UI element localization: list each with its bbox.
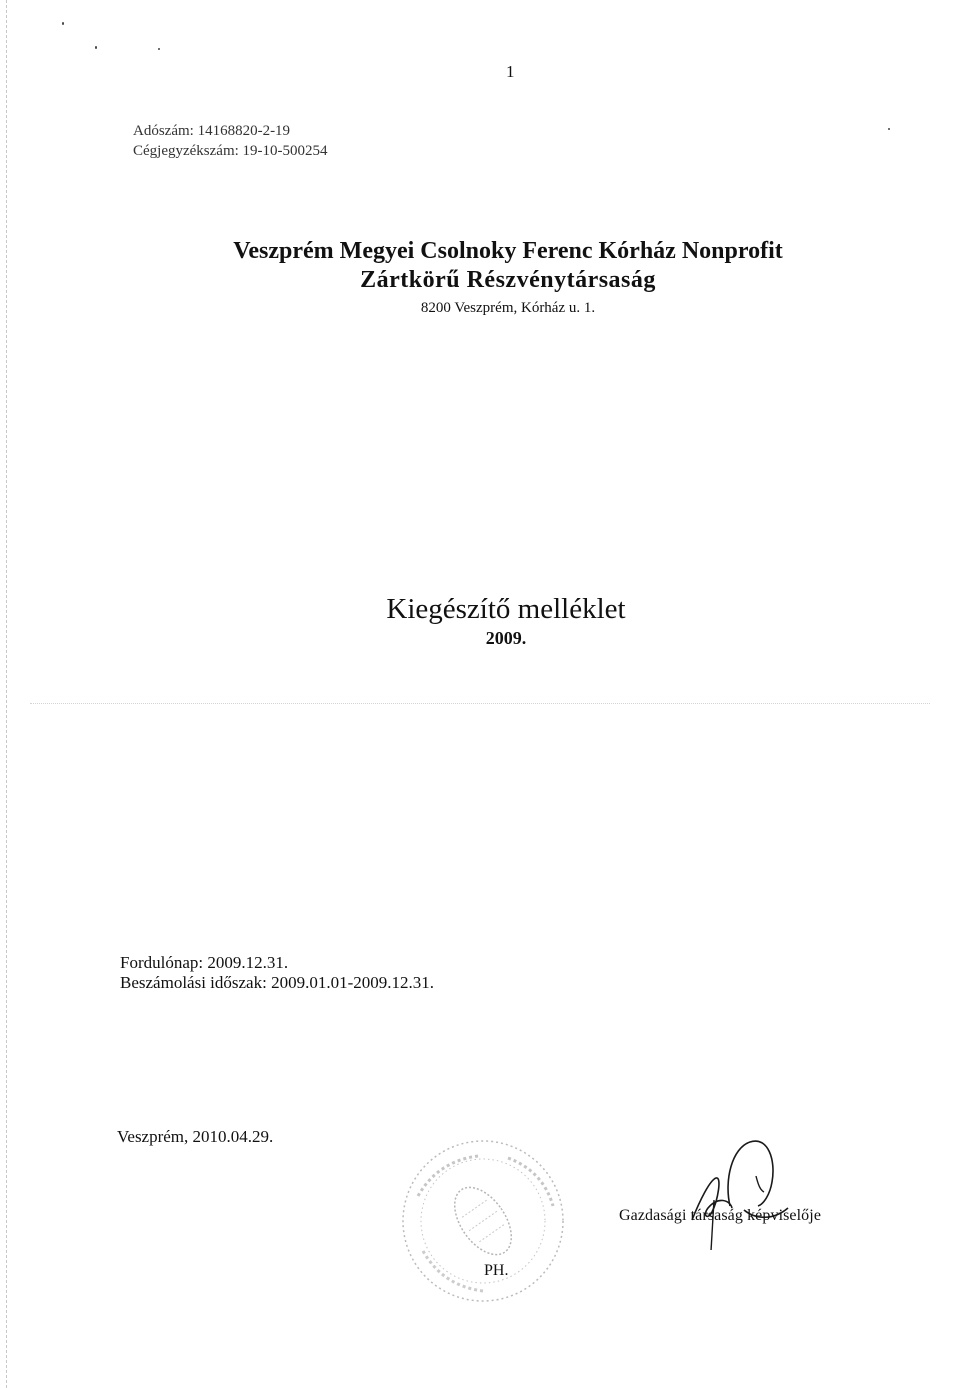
document-year: 2009. xyxy=(485,628,527,648)
scan-dotted-line xyxy=(30,703,930,706)
company-registration-number: Cégjegyzékszám: 19-10-500254 xyxy=(133,143,328,159)
tax-number: Adószám: 14168820-2-19 xyxy=(133,123,291,139)
document-title: Kiegészítő melléklet xyxy=(386,593,626,625)
reporting-period: Beszámolási időszak: 2009.01.01-2009.12.31. xyxy=(120,973,434,992)
period-block xyxy=(120,953,434,993)
scan-speck xyxy=(95,46,97,49)
scan-speck xyxy=(158,48,160,50)
organization-header xyxy=(0,237,960,319)
organization-address: 8200 Veszprém, Kórház u. 1. xyxy=(420,300,596,316)
organization-name-line2: Zártkörű Részvénytársaság xyxy=(360,267,656,293)
scan-speck xyxy=(888,128,890,130)
signature xyxy=(672,1120,802,1250)
page-number: 1 xyxy=(506,62,515,81)
official-stamp-seal xyxy=(398,1136,568,1306)
identifier-block xyxy=(133,121,328,161)
balance-date: Fordulónap: 2009.12.31. xyxy=(120,953,289,972)
scan-edge-line xyxy=(6,0,8,1388)
document-title-block xyxy=(0,592,960,650)
scan-speck xyxy=(62,22,64,25)
representative-label: Gazdasági társaság képviselője xyxy=(619,1207,822,1224)
place-and-date: Veszprém, 2010.04.29. xyxy=(117,1127,274,1146)
stamp-label: PH. xyxy=(484,1262,509,1279)
organization-name-line1: Veszprém Megyei Csolnoky Ferenc Kórház Nonprofit xyxy=(233,238,783,264)
